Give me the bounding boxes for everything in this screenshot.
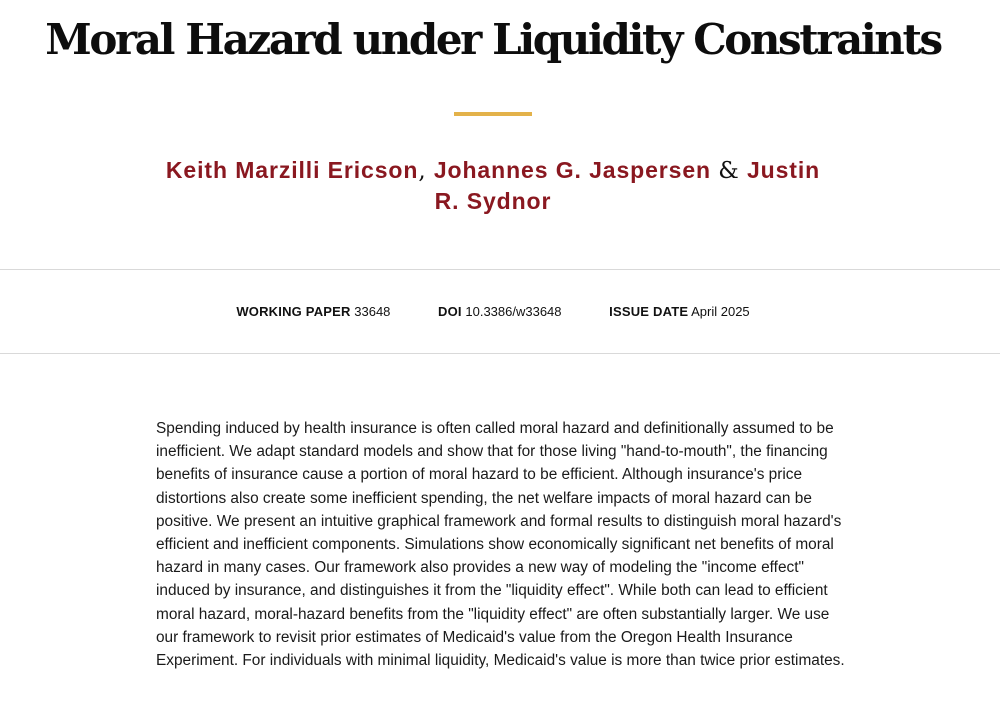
author-link-jaspersen[interactable]: Johannes G. Jaspersen xyxy=(433,157,711,183)
doi-info xyxy=(438,304,562,320)
issue-date-label: ISSUE DATE xyxy=(609,304,689,319)
issue-date-info xyxy=(609,304,750,320)
working-paper-info xyxy=(236,304,390,320)
paper-metadata-band xyxy=(0,269,1000,354)
working-paper-label: WORKING PAPER xyxy=(236,304,351,319)
abstract-text: Spending induced by health insurance is often called moral hazard and definitionally assumed to be inefficient. We adapt standard models and show that for those living "hand-to-mouth", the financing benefits of insurance cause a portion of moral hazard to be efficient. Although insurance's price distortions also create some inefficient spending, the net welfare impacts of moral hazard can be positive. We present an intuitive graphical framework and formal results to distinguish moral hazard's efficient and inefficient components. Simulations show economically significant net benefits of moral hazard in many cases. Our framework also provides a new way of modeling the "income effect" induced by insurance, and distinguishes it from the "liquidity effect". While both can lead to efficient moral hazard, moral-hazard benefits from the "liquidity effect" are often substantially larger. We use our framework to revisit prior estimates of Medicaid's value from the Oregon Health Insurance Experiment. For individuals with minimal liquidity, Medicaid's value is more than twice prior estimates. xyxy=(156,420,845,670)
working-paper-number: 33648 xyxy=(354,304,391,319)
doi-label: DOI xyxy=(438,304,462,319)
author-link-sydnor[interactable]: Justin R. Sydnor xyxy=(434,157,821,214)
author-separator-ampersand: & xyxy=(718,158,740,184)
issue-date-value: April 2025 xyxy=(691,304,750,319)
author-link-ericson[interactable]: Keith Marzilli Ericson xyxy=(165,157,419,183)
title-accent-divider xyxy=(454,112,532,116)
paper-metadata-row xyxy=(0,304,986,320)
author-separator-comma: , xyxy=(418,158,427,184)
page-title: Moral Hazard under Liquidity Constraints xyxy=(45,15,941,64)
author-list xyxy=(150,155,836,216)
doi-value: 10.3386/w33648 xyxy=(465,304,562,319)
